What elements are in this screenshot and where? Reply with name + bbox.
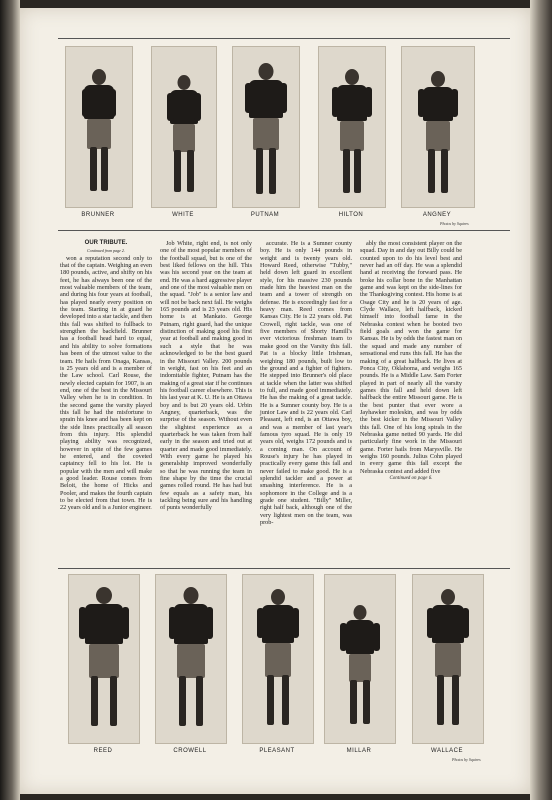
caption-pleasant: PLEASANT bbox=[259, 748, 295, 754]
photo-pleasant bbox=[242, 574, 314, 744]
article-col4-text: ably the most consistent player on the squad. Day in and day out Billy could be counted upon to do his level best and never had an off day. He was a splendid hand at receiving the forward pass. He broke his collar bone in the Manhattan game and was kept on the side-lines for the Thanksgiving contest. His home is at Osage City and he is 20 years of age. Clyde Wallace, left halfback, kicked himself into football fame in the Nebraska contest when he booted two field goals and won the game for Kansas. He is by odds the fastest man on the squad and made any number of sensational end runs this fall. He has the making of a great halfback. He lives at Ponca City, Oklahoma, and weighs 165 pounds. He is a Middle Law. Sam Forter played in part of nearly all the varsity games this fall and held down left halfback the entire Missouri game. He is the best punter that ever wore a Jayhawker moleskin, and was by odds the best kicker in the Missouri Valley this fall. One of his long spirals in the Nebraska game netted 90 yards. He did particularly fine work in the Missouri game. Forter hails from Marysville. He weighs 160 pounds. Julius Cohn played in every game this fall except the Nebraska contest and added five bbox=[360, 240, 462, 475]
caption-millar: MILLAR bbox=[346, 748, 372, 754]
photo-putnam bbox=[232, 46, 300, 208]
photo-angney bbox=[401, 46, 475, 208]
photo-reed bbox=[68, 574, 140, 744]
caption-angney: ANGNEY bbox=[422, 212, 452, 218]
photo-white bbox=[151, 46, 217, 208]
magazine-page bbox=[20, 8, 530, 794]
article-col3-text: accurate. He is a Sumner county boy. He is only 144 pounds in weight and is twenty years old. Howard Reed, otherwise "Tubby," held down left guard in excellent style, for his massive 230 pounds made him the heaviest man on the team and a tower of strength on defense. He is exceedingly fast for a heavy man. Reed comes from Kansas City. He is 22 years old. Pat Crowell, right tackle, was one of five members of Shorty Hamill's ever victorious freshman team to make good on the Varsity this fall. Pat is a blocky little Irishman, weighing 180 pounds, built low to the ground and a fighter of fighters. He stepped into Brunner's old place at tackle when the latter was shifted to full, and made good immediately. He has the making of a great tackle. He is a Sumner county boy. He is a junior Law and is 22 years old. Carl Pleasant, left end, is an Ottawa boy, and was a member of last year's famous tyro squad. He is only 19 years old, weighs 172 pounds and is a coming man. On account of Rouse's injury he has played in practically every game this fall and never failed to make good. He is a splendid tackler and a power at smashing interference. He is a sophomore in the College and is a grade one student. "Billy" Miller, right half back, although one of the very lightest men on the team, was prob- bbox=[260, 240, 352, 527]
top-rule bbox=[58, 38, 510, 39]
caption-white: WHITE bbox=[172, 212, 194, 218]
photo-crowell bbox=[155, 574, 227, 744]
caption-crowell: CROWELL bbox=[173, 748, 207, 754]
photo-credit-bottom: Photos by Squires bbox=[452, 757, 481, 762]
page-edge bbox=[530, 0, 552, 800]
article-col2-text: Job White, right end, is not only one of the most popular members of the football squad, but is one of the best liked fellows on the hill. This was his second year on the team at end. He was a hard aggressive player and one of the most valuable men on the squad. "Job" is a senior law and will not be back next fall. He weighs 165 pounds and is 23 years old. His home is at Mankato. George Putnam, right guard, had the unique distinction of making good his first year at football and making good in such a style that he was acknowledged to be the best guard in the Missouri Valley. 200 pounds in weight, fast on his feet and an indomitable fighter, Putnam has the making of a great star if he continues his football career elsewhere. This is his last year at K. U. He is an Ottawa boy and is but 20 years old. Urbin Angney, quarterback, was the surprise of the season. Without even the slightest experience as a quarterback he was taken from half early in the season and tried out at quarter and made good immediately. With every game he played his generalship improved wonderfully so that he was running the team in fine shape by the time the crucial games rolled round. He has had but few equals as a safety man, his tackling being sure and his handling of punts wonderfully bbox=[160, 240, 252, 512]
caption-brunner: BRUNNER bbox=[81, 212, 115, 218]
article-col1-text: won a reputation second only to that of the captain. Weighing an even 180 pounds, active, and shifty on his feet, he has always been one of the most valuable members of the team, and during his four years at football, has played nearly every position on the team. Starting in at guard he developed into a star tackle, and then this fall was shifted to fullback to strengthen the backfield. Brunner has a football head hard to equal, and his ability to solve formations has been of the utmost value to the team. He hails from Onaga, Kansas, is 25 years old and is a member of the Law school. Carl Rouse, the newly elected captain for 1907, is an end, one of the best in the Missouri Valley when he is in condition. In the second game the varsity played this fall he had the misfortune to sprain his knee and has been kept on the side lines practically all season from this injury. His splendid playing ability was recognized, however in spite of the few games he entered, and the coveted captaincy fell to his lot. He is popular with the men and will make a good leader. Rouse comes from Beloit, the home of Hicks and Pooler, and makes the fourth captain to be elected from that town. He is 22 years old and is a Junior engineer. bbox=[60, 254, 152, 512]
article-column-2 bbox=[160, 240, 252, 512]
caption-wallace: WALLACE bbox=[431, 748, 463, 754]
article-column-1 bbox=[60, 240, 152, 512]
caption-hilton: HILTON bbox=[338, 212, 364, 218]
photo-hilton bbox=[318, 46, 386, 208]
article-column-4 bbox=[360, 240, 462, 482]
photo-brunner bbox=[65, 46, 133, 208]
photo-millar bbox=[324, 574, 396, 744]
article-column-3 bbox=[260, 240, 352, 526]
photo-wallace bbox=[412, 574, 484, 744]
continued-note: Continued on page 6. bbox=[389, 476, 433, 481]
mid-rule bbox=[58, 230, 510, 231]
caption-reed: REED bbox=[93, 748, 113, 754]
article-subtitle: Continued from page 2. bbox=[87, 248, 125, 254]
article-title: OUR TRIBUTE. bbox=[84, 240, 128, 246]
lower-rule bbox=[58, 568, 510, 569]
photo-credit-top: Photos by Squires bbox=[440, 221, 469, 226]
book-spine bbox=[0, 0, 20, 800]
caption-putnam: PUTNAM bbox=[250, 212, 280, 218]
